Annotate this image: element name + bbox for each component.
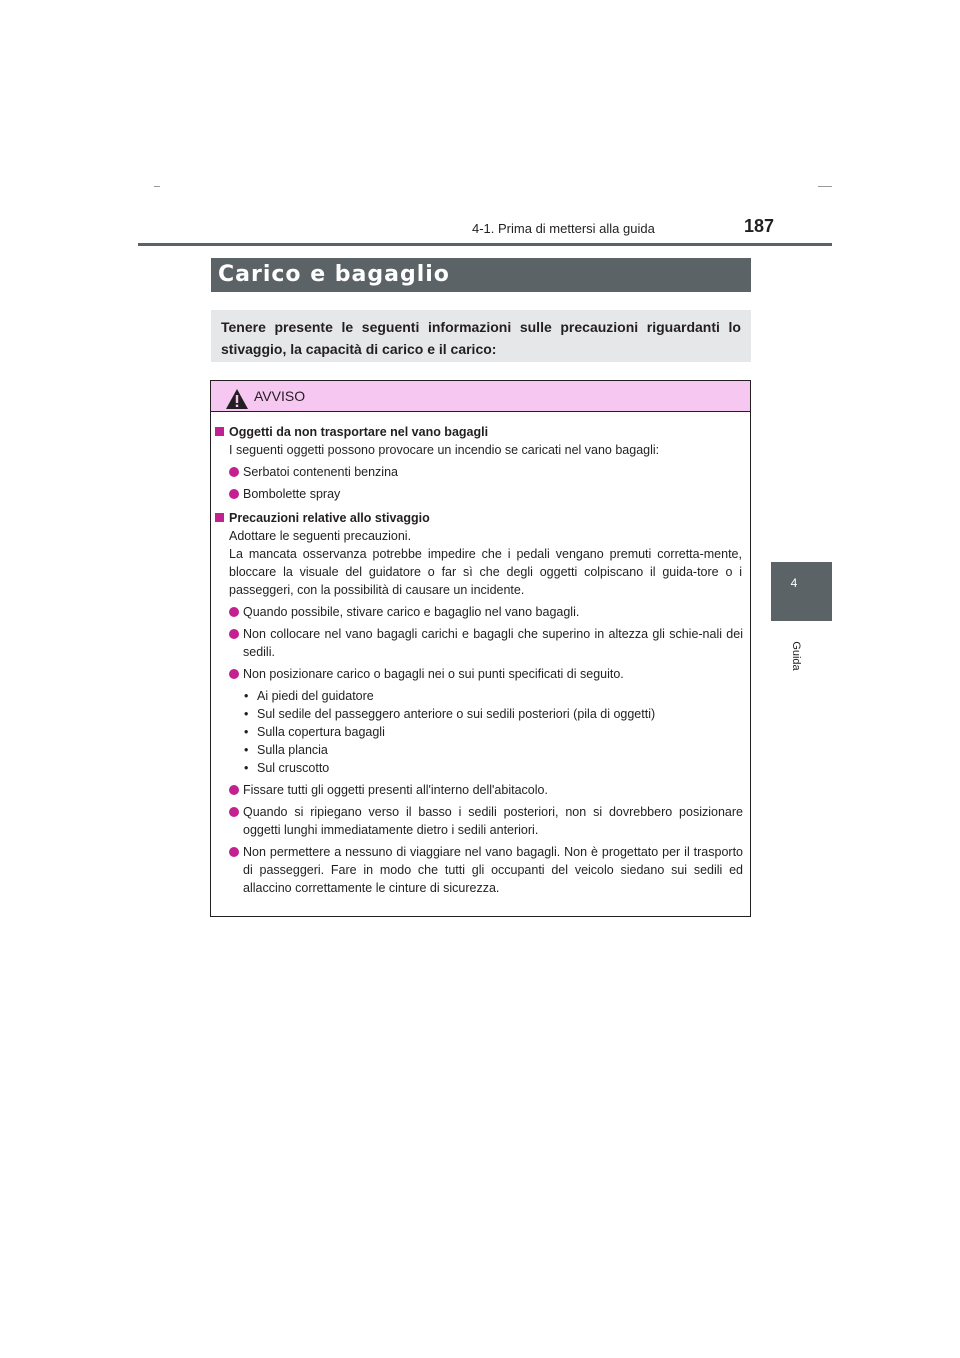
crop-mark-right [818, 186, 832, 187]
paragraph: La mancata osservanza potrebbe impedire che i pedali vengano premuti corretta-mente, bloccare la visuale del guidatore o far sì che degli oggetti colpiscano il guida-tore o i passeggeri, con la possibilità di causare un incidente. [229, 547, 742, 597]
bullet-dot-icon [229, 669, 239, 679]
paragraph: I seguenti oggetti possono provocare un incendio se caricati nel vano bagagli: [229, 443, 660, 457]
bullet-dot-icon [229, 467, 239, 477]
bullet-dot-icon [229, 785, 239, 795]
chapter-label: Guida [790, 641, 802, 671]
bullet-dot-icon [229, 629, 239, 639]
bullet-dot-icon [229, 807, 239, 817]
warning-title: AVVISO [254, 388, 306, 404]
list-item: Non posizionare carico o bagagli nei o sui punti specificati di seguito. [211, 665, 750, 683]
sub-list-item: • Sulla copertura bagagli [244, 725, 385, 739]
paragraph: Adottare le seguenti precauzioni. [229, 529, 412, 543]
square-bullet-icon [215, 427, 224, 436]
list-item: Bombolette spray [211, 485, 750, 503]
sub-list-item: • Sul sedile del passeggero anteriore o sui sedili posteriori (pila di oggetti) [244, 707, 656, 721]
warning-box [210, 380, 751, 917]
section-heading: Precauzioni relative allo stivaggio [211, 509, 750, 527]
warning-triangle-icon [225, 388, 249, 410]
warning-body [211, 421, 750, 897]
sub-list-item: • Sulla plancia [244, 743, 328, 757]
page-title: Carico e bagaglio [218, 262, 450, 287]
bullet-dot-icon [229, 847, 239, 857]
page-title-bar [211, 258, 751, 292]
list-item: Serbatoi contenenti benzina [211, 463, 750, 481]
list-item: Non collocare nel vano bagagli carichi e bagagli che superino in altezza gli schie-nali dei sedili. [211, 625, 750, 661]
chapter-tab [771, 562, 832, 621]
crop-mark-left [154, 186, 160, 187]
warning-header [211, 381, 750, 412]
page-number: 187 [744, 216, 775, 236]
list-item: Non permettere a nessuno di viaggiare nel vano bagagli. Non è progettato per il trasporto di passeggeri. Fare in modo che tutti gli occupanti del veicolo siedano sui sedili ed allaccino correttamente le cinture di sicurezza. [211, 843, 750, 897]
intro-text: Tenere presente le seguenti informazioni sulle precauzioni riguardanti lo stivaggio, la capacità di carico e il carico: [221, 319, 741, 357]
bullet-dot-icon [229, 607, 239, 617]
square-bullet-icon [215, 513, 224, 522]
list-item: Fissare tutti gli oggetti presenti all'interno dell'abitacolo. [211, 781, 750, 799]
sub-list-item: • Sul cruscotto [244, 761, 330, 775]
bullet-dot-icon [229, 489, 239, 499]
list-item: Quando possibile, stivare carico e bagaglio nel vano bagagli. [211, 603, 750, 621]
section-heading: Oggetti da non trasportare nel vano bagagli [211, 423, 750, 441]
list-item: Quando si ripiegano verso il basso i sedili posteriori, non si dovrebbero posizionare oggetti lunghi immediatamente dietro i sedili anteriori. [211, 803, 750, 839]
chapter-number: 4 [790, 576, 798, 590]
header-rule [138, 243, 832, 246]
intro-box [211, 310, 751, 362]
header-section-title: 4-1. Prima di mettersi alla guida [472, 221, 655, 236]
sub-list-item: • Ai piedi del guidatore [244, 689, 374, 703]
